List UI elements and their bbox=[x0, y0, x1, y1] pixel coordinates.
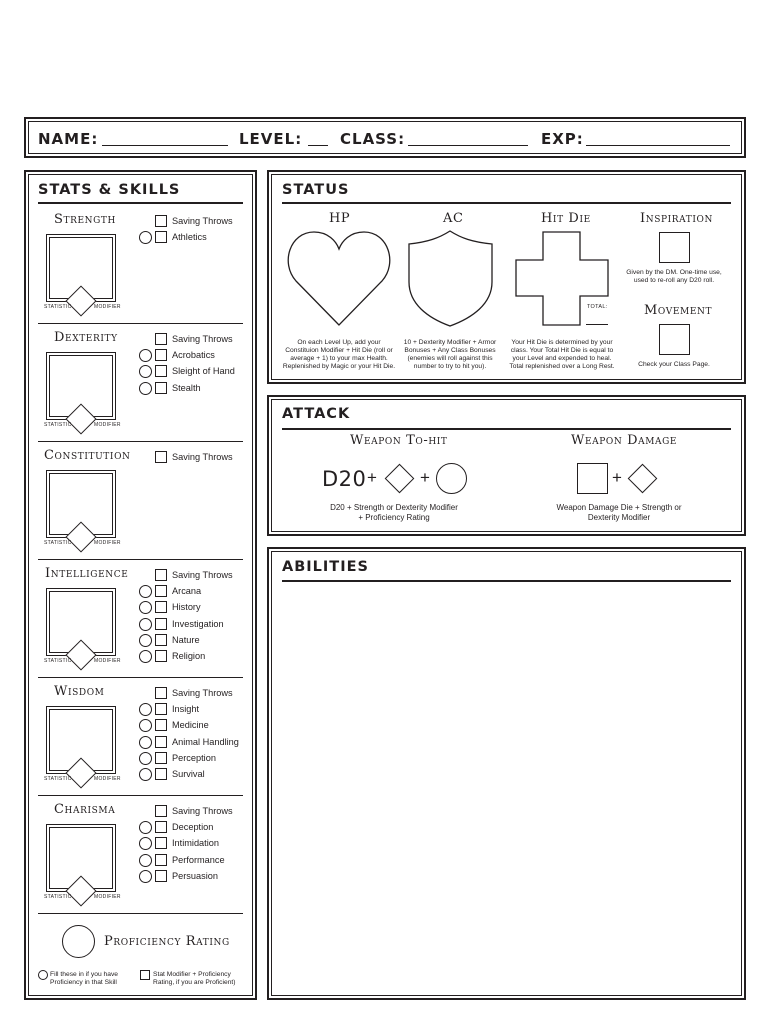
skill-proficiency-circle[interactable] bbox=[139, 585, 152, 598]
inspiration-label: Inspiration bbox=[640, 211, 713, 226]
class-label: CLASS: bbox=[340, 130, 406, 148]
saving-throw-label: Saving Throws bbox=[172, 334, 233, 344]
skill-label: Acrobatics bbox=[172, 350, 215, 360]
attack-title: ATTACK bbox=[282, 406, 351, 422]
statistic-label: STATISTIC bbox=[44, 304, 72, 310]
skill-label: History bbox=[172, 602, 201, 613]
stat-name: Constitution bbox=[44, 448, 131, 463]
divider bbox=[38, 677, 243, 678]
divider bbox=[38, 795, 243, 796]
skill-checkbox[interactable] bbox=[155, 821, 167, 833]
stat-name: Charisma bbox=[54, 802, 116, 817]
inspiration-box[interactable] bbox=[659, 232, 690, 263]
modifier-label: MODIFIER bbox=[94, 422, 121, 428]
stat-name: Dexterity bbox=[54, 330, 118, 345]
plus-sign: + bbox=[420, 468, 430, 487]
saving-throw-label: Saving Throws bbox=[172, 688, 233, 698]
stat-name: Wisdom bbox=[54, 684, 105, 699]
saving-throw-checkbox[interactable] bbox=[155, 215, 167, 227]
saving-throw-checkbox[interactable] bbox=[155, 687, 167, 699]
name-label: NAME: bbox=[38, 130, 99, 148]
skill-proficiency-circle[interactable] bbox=[139, 618, 152, 631]
skill-checkbox[interactable] bbox=[155, 870, 167, 882]
skill-label: Insight bbox=[172, 704, 200, 714]
skill-checkbox[interactable] bbox=[155, 365, 167, 377]
abilities-title-rule bbox=[282, 580, 731, 582]
plus-sign: + bbox=[612, 468, 622, 487]
level-label: LEVEL: bbox=[239, 130, 303, 148]
skill-checkbox[interactable] bbox=[155, 719, 167, 731]
skill-checkbox[interactable] bbox=[155, 736, 167, 748]
saving-throw-label: Saving Throws bbox=[172, 216, 233, 226]
skill-proficiency-circle[interactable] bbox=[139, 231, 152, 244]
saving-throw-checkbox[interactable] bbox=[155, 451, 167, 463]
divider bbox=[38, 559, 243, 560]
cross-icon[interactable] bbox=[515, 231, 610, 327]
skill-label: Stealth bbox=[172, 382, 201, 393]
saving-throw-label: Saving Throws bbox=[172, 570, 233, 580]
damage-note: Weapon Damage Die + Strength or Dexterity Modifier bbox=[556, 503, 682, 522]
hitdie-label: Hit Die bbox=[541, 211, 591, 226]
skill-label: Deception bbox=[172, 822, 214, 832]
divider bbox=[38, 913, 243, 914]
saving-throw-checkbox[interactable] bbox=[155, 569, 167, 581]
total-field[interactable] bbox=[586, 324, 608, 325]
statistic-label: STATISTIC bbox=[44, 422, 72, 428]
stat-name: Intelligence bbox=[45, 566, 129, 581]
skill-label: Medicine bbox=[172, 720, 209, 731]
skill-label: Performance bbox=[172, 854, 225, 865]
stats-title-rule bbox=[38, 202, 243, 204]
skill-proficiency-circle[interactable] bbox=[139, 821, 152, 834]
skill-checkbox[interactable] bbox=[155, 618, 167, 630]
hp-note: On each Level Up, add your Constituion Modifier + Hit Die (roll or average + 1) to your max Health. Replenished by Magic or your Hit Die. bbox=[282, 339, 396, 370]
stat-name: Strength bbox=[54, 212, 116, 227]
hp-label: HP bbox=[329, 211, 351, 226]
skill-checkbox[interactable] bbox=[155, 231, 167, 243]
skill-label: Sleight of Hand bbox=[172, 366, 235, 377]
tohit-note: D20 + Strength or Dexterity Modifier + Proficiency Rating bbox=[330, 503, 458, 522]
skill-checkbox[interactable] bbox=[155, 382, 167, 394]
saving-throw-label: Saving Throws bbox=[172, 452, 233, 462]
skill-checkbox[interactable] bbox=[155, 768, 167, 780]
proficiency-circle[interactable] bbox=[436, 463, 467, 494]
abilities-title: ABILITIES bbox=[282, 559, 369, 575]
level-field[interactable] bbox=[308, 145, 328, 146]
movement-label: Movement bbox=[644, 303, 713, 318]
legend-circle-text: Fill these in if you have Proficiency in that Skill bbox=[50, 971, 119, 986]
modifier-label: MODIFIER bbox=[94, 540, 121, 546]
proficiency-circle[interactable] bbox=[62, 925, 95, 958]
abilities-panel[interactable] bbox=[267, 547, 746, 1000]
hitdie-note: Your Hit Die is determined by your class. Your Total Hit Die is equal to your Level and expended to heal. Total replenished over a Long Rest. bbox=[509, 339, 615, 370]
modifier-label: MODIFIER bbox=[94, 304, 121, 310]
plus-sign: + bbox=[367, 468, 377, 487]
stats-title: STATS & SKILLS bbox=[38, 182, 181, 198]
skill-checkbox[interactable] bbox=[155, 703, 167, 715]
skill-proficiency-circle[interactable] bbox=[139, 870, 152, 883]
legend-circle-icon bbox=[38, 970, 48, 980]
name-field[interactable] bbox=[102, 145, 228, 146]
modifier-label: MODIFIER bbox=[94, 894, 121, 900]
skill-label: Nature bbox=[172, 634, 200, 645]
attack-title-rule bbox=[282, 428, 731, 430]
movement-box[interactable] bbox=[659, 324, 690, 355]
statistic-label: STATISTIC bbox=[44, 894, 72, 900]
legend-square-icon bbox=[140, 970, 150, 980]
heart-icon[interactable] bbox=[286, 229, 392, 327]
movement-note: Check your Class Page. bbox=[638, 361, 710, 368]
exp-label: EXP: bbox=[541, 130, 584, 148]
skill-label: Athletics bbox=[172, 232, 207, 242]
saving-throw-label: Saving Throws bbox=[172, 806, 233, 816]
divider bbox=[38, 441, 243, 442]
statistic-label: STATISTIC bbox=[44, 540, 72, 546]
skill-label: Investigation bbox=[172, 618, 224, 629]
shield-icon[interactable] bbox=[406, 230, 495, 328]
class-field[interactable] bbox=[408, 145, 528, 146]
skill-label: Animal Handling bbox=[172, 736, 239, 747]
skill-proficiency-circle[interactable] bbox=[139, 703, 152, 716]
skill-proficiency-circle[interactable] bbox=[139, 349, 152, 362]
tohit-label: Weapon To-hit bbox=[350, 433, 448, 448]
skill-checkbox[interactable] bbox=[155, 752, 167, 764]
skill-proficiency-circle[interactable] bbox=[139, 854, 152, 867]
modifier-label: MODIFIER bbox=[94, 658, 121, 664]
skill-label: Intimidation bbox=[172, 838, 219, 849]
saving-throw-checkbox[interactable] bbox=[155, 805, 167, 817]
statistic-label: STATISTIC bbox=[44, 658, 72, 664]
skill-label: Survival bbox=[172, 769, 205, 780]
skill-label: Perception bbox=[172, 752, 216, 763]
d20-label: D20 bbox=[322, 467, 367, 491]
skill-checkbox[interactable] bbox=[155, 650, 167, 662]
status-title: STATUS bbox=[282, 182, 350, 198]
damage-die-box[interactable] bbox=[577, 463, 608, 494]
divider bbox=[38, 323, 243, 324]
skill-proficiency-circle[interactable] bbox=[139, 382, 152, 395]
ac-label: AC bbox=[443, 211, 464, 226]
skill-checkbox[interactable] bbox=[155, 634, 167, 646]
saving-throw-checkbox[interactable] bbox=[155, 333, 167, 345]
damage-label: Weapon Damage bbox=[571, 433, 678, 448]
character-header bbox=[24, 117, 746, 158]
skill-proficiency-circle[interactable] bbox=[139, 634, 152, 647]
skill-proficiency-circle[interactable] bbox=[139, 752, 152, 765]
status-title-rule bbox=[282, 202, 731, 204]
skill-checkbox[interactable] bbox=[155, 585, 167, 597]
skill-checkbox[interactable] bbox=[155, 854, 167, 866]
statistic-label: STATISTIC bbox=[44, 776, 72, 782]
proficiency-label: Proficiency Rating bbox=[104, 934, 230, 949]
inspiration-note: Given by the DM. One-time use, used to re-roll any D20 roll. bbox=[626, 269, 722, 284]
skill-checkbox[interactable] bbox=[155, 601, 167, 613]
modifier-label: MODIFIER bbox=[94, 776, 121, 782]
exp-field[interactable] bbox=[586, 145, 730, 146]
skill-label: Religion bbox=[172, 651, 206, 662]
ac-note: 10 + Dexterity Modifier + Armor Bonuses + Any Class Bonuses (enemies will roll against this number to try to hit you). bbox=[403, 339, 497, 370]
total-label: TOTAL: bbox=[587, 304, 608, 310]
skill-proficiency-circle[interactable] bbox=[139, 736, 152, 749]
skill-label: Arcana bbox=[172, 586, 202, 596]
skill-checkbox[interactable] bbox=[155, 837, 167, 849]
skill-checkbox[interactable] bbox=[155, 349, 167, 361]
skill-label: Persuasion bbox=[172, 870, 218, 881]
legend-square-text: Stat Modifier + Proficiency Rating, if you are Proficient) bbox=[153, 971, 236, 986]
